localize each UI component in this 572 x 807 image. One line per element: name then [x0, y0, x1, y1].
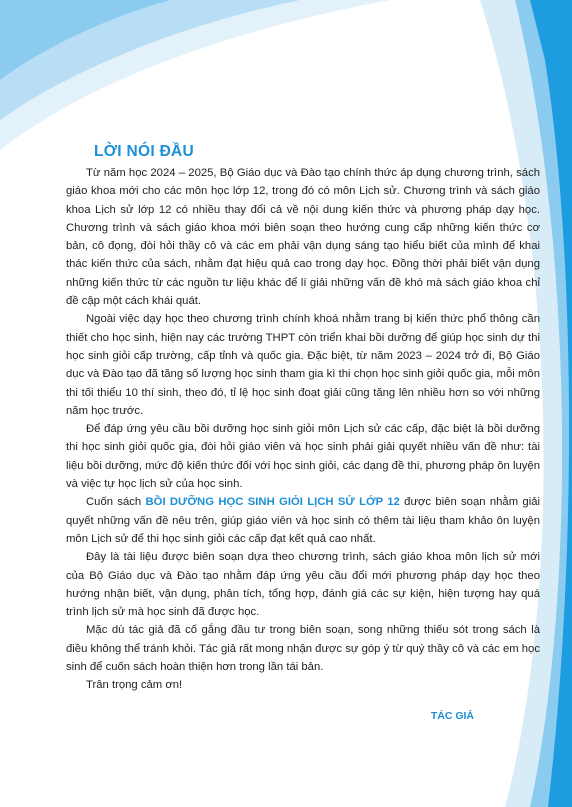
paragraph-4-rest: được biên soạn nhằm giải quyết những vấn đề nêu trên, giúp giáo viên và học sinh có thêm tài liệu tham khảo ôn luyện môn Lịch sử để thi học sinh giỏi các cấp đạt kết quả cao nhất.	[66, 496, 541, 545]
paragraph-4-lead: Cuốn sách	[86, 496, 146, 509]
paragraph-3: Để đáp ứng yêu cầu bồi dưỡng học sinh giỏi môn Lịch sử các cấp, đặc biệt là bồi dưỡng thi học sinh giỏi quốc gia, đòi hỏi giáo viên và học sinh phải giải quyết nhiều vấn đề như: tài liệu bồi dưỡng, mức độ kiến thức đối với học sinh giỏi, các dạng đề thi, phương pháp ôn luyện và việc tự học lịch sử của học sinh.	[66, 423, 540, 491]
author-signature: TÁC GIẢ	[430, 709, 474, 722]
paragraph-4	[66, 493, 540, 548]
paragraph-5: Đây là tài liệu được biên soạn dựa theo chương trình, sách giáo khoa môn lịch sử mới của Bộ Giáo dục và Đào tạo nhằm đáp ứng yêu cầu đổi mới phương pháp dạy học theo hướng nhận biết, vận dụng, phân tích, tổng hợp, đánh giá các sự kiện, hiện tượng hay quá trình lịch sử mà học sinh đã được học.	[66, 551, 540, 619]
preface-content	[66, 142, 540, 725]
book-title-highlight: BỒI DƯỠNG HỌC SINH GIỎI LỊCH SỬ LỚP 12	[145, 496, 400, 509]
paragraph-6: Mặc dù tác giả đã cố gắng đầu tư trong biên soạn, song những thiếu sót trong sách là điều không thể tránh khỏi. Tác giả rất mong nhận được sự góp ý từ quý thầy cô và các em học sinh để cuốn sách hoàn thiện hơn trong lần tái bản.	[66, 624, 540, 674]
page-title: LỜI NÓI ĐẦU	[94, 143, 195, 160]
paragraph-1: Từ năm học 2024 – 2025, Bộ Giáo dục và Đào tạo chính thức áp dụng chương trình, sách giáo khoa mới cho các môn học lớp 12, trong đó có môn Lịch sử. Chương trình và sách giáo khoa Lịch sử lớp 12 có nhiều thay đổi cả về nội dung kiến thức và phương pháp dạy học. Chương trình và sách giáo khoa mới biên soạn theo hướng cung cấp những kiến thức cơ bản, cô đọng, đòi hỏi thầy cô và các em phải vận dụng sáng tạo hiểu biết của mình để khai thác kiến thức của sách, nhằm đạt hiệu quả cao trong dạy học. Đồng thời phải biết vận dụng những kiến thức từ các nguồn tư liệu khác để lí giải những vấn đề khó mà sách giáo khoa chỉ đề cập một cách khái quát.	[66, 167, 540, 308]
paragraph-2: Ngoài việc dạy học theo chương trình chính khoá nhằm trang bị kiến thức phổ thông cần thiết cho học sinh, hiện nay các trường THPT còn triển khai bồi dưỡng để giúp học sinh dự thi học sinh giỏi cấp trường, cấp tỉnh và quốc gia. Đặc biệt, từ năm 2023 – 2024 trở đi, Bộ Giáo dục và Đào tạo đã tăng số lượng học sinh tham gia kì thi chọn học sinh giỏi quốc gia, mỗi môn thi tối thiểu 10 thí sinh, theo đó, tỉ lệ học sinh đoạt giải cũng tăng lên nhiều hơn so với những năm học trước.	[66, 313, 540, 417]
closing-line: Trân trọng cảm ơn!	[86, 679, 183, 692]
